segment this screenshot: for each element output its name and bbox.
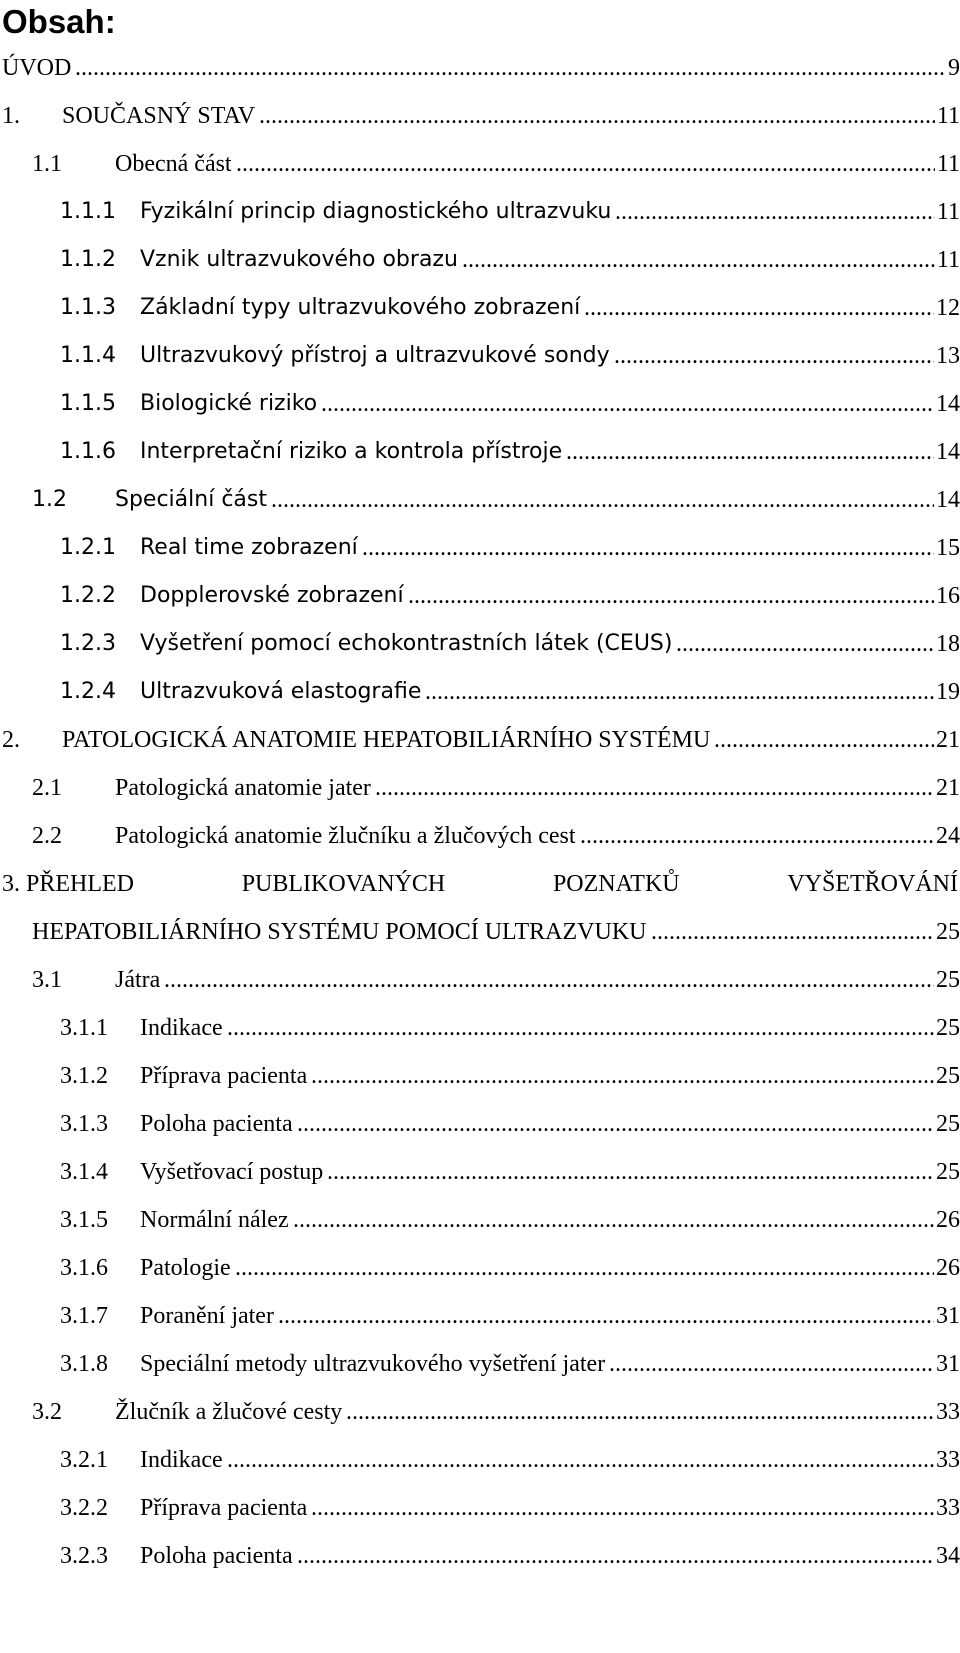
toc-entry-number: 1. [2, 103, 20, 129]
toc-entry-number: 1.2.4 [60, 679, 116, 704]
toc-entry[interactable] [0, 1442, 960, 1478]
toc-entry-page: 11 [935, 242, 960, 278]
toc-entry-word: PŘEHLED [26, 871, 134, 897]
toc-dot-leader [297, 1538, 960, 1574]
toc-dot-leader [614, 338, 960, 374]
toc-entry-page: 26 [934, 1202, 960, 1238]
toc-dot-leader [235, 1250, 960, 1286]
toc-entry-number: 3.1.7 [60, 1303, 108, 1329]
toc-entry-page: 25 [934, 1010, 960, 1046]
toc-entry-page: 15 [934, 530, 960, 566]
toc-entry-number: 3.1.3 [60, 1111, 108, 1137]
toc-entry[interactable] [0, 1394, 960, 1430]
toc-entry-number: 1.1.3 [60, 295, 116, 320]
toc-entry[interactable] [0, 1202, 960, 1238]
toc-dot-leader [676, 626, 960, 662]
toc-entry-number: 1.1.1 [60, 199, 116, 224]
toc-entry-number: 3.2.1 [60, 1447, 108, 1473]
toc-entry-label: Poloha pacienta [140, 1106, 295, 1142]
toc-entry-page: 11 [935, 146, 960, 182]
toc-entry-number: 3.1.5 [60, 1207, 108, 1233]
toc-entry[interactable] [0, 50, 960, 86]
toc-dot-leader [311, 1490, 960, 1526]
toc-entry-label: Patologická anatomie žlučníku a žlučových cest [115, 818, 578, 854]
toc-entry-number: 1.2.1 [60, 535, 116, 560]
toc-dot-leader [297, 1106, 960, 1142]
toc-entry-page: 11 [935, 98, 960, 134]
toc-dot-leader [327, 1154, 960, 1190]
toc-dot-leader [321, 386, 960, 422]
toc-entry[interactable] [0, 914, 960, 950]
toc-entry-label: Speciální metody ultrazvukového vyšetření jater [140, 1346, 607, 1382]
toc-entry[interactable] [0, 578, 960, 614]
toc-entry-label: Fyzikální princip diagnostického ultrazvuku [140, 194, 613, 230]
toc-dot-leader [651, 914, 960, 950]
toc-entry-label: Ultrazvukový přístroj a ultrazvukové sondy [140, 338, 612, 374]
toc-entry[interactable] [0, 146, 960, 182]
toc-entry-page: 13 [934, 338, 960, 374]
toc-entry-number: 1.1.2 [60, 247, 116, 272]
toc-entry[interactable] [0, 386, 960, 422]
toc-entry-page: 21 [934, 722, 960, 758]
toc-entry[interactable] [0, 1490, 960, 1526]
toc-entry-label: Poloha pacienta [140, 1538, 295, 1574]
toc-entry-page: 31 [934, 1346, 960, 1382]
toc-entry-number: 3.1.1 [60, 1015, 108, 1041]
toc-entry-label: Vyšetření pomocí echokontrastních látek (CEUS) [140, 626, 674, 662]
toc-entry-page: 24 [934, 818, 960, 854]
toc-entry-number: 2.1 [32, 775, 62, 801]
toc-entry-page: 25 [934, 1154, 960, 1190]
toc-entry-label: Patologie [140, 1250, 233, 1286]
toc-dot-leader [75, 50, 960, 86]
toc-dot-leader [271, 482, 960, 518]
toc-entry-number: 2. [2, 727, 20, 753]
toc-entry[interactable] [0, 98, 960, 134]
toc-entry[interactable] [0, 434, 960, 470]
toc-entry-word: VYŠETŘOVÁNÍ [787, 871, 958, 897]
toc-entry-page: 14 [934, 386, 960, 422]
toc-entry-label: Obecná část [115, 146, 234, 182]
toc-dot-leader [609, 1346, 960, 1382]
toc-entry-page: 14 [934, 482, 960, 518]
toc-entry-number-and-word [2, 866, 134, 902]
toc-entry[interactable] [0, 722, 960, 758]
toc-dot-leader [408, 578, 960, 614]
toc-entry-page: 9 [946, 50, 960, 86]
toc-dot-leader [714, 722, 960, 758]
toc-entry[interactable] [0, 1106, 960, 1142]
toc-entry-number: 1.2.3 [60, 631, 116, 656]
toc-entry-page: 16 [934, 578, 960, 614]
toc-entry-page: 33 [934, 1442, 960, 1478]
toc-dot-leader [346, 1394, 960, 1430]
toc-entry-page: 33 [934, 1490, 960, 1526]
toc-entry-label: Indikace [140, 1442, 225, 1478]
toc-title: Obsah: [2, 3, 116, 40]
toc-entry[interactable] [0, 1250, 960, 1286]
toc-entry[interactable] [0, 1154, 960, 1190]
toc-dot-leader [311, 1058, 960, 1094]
toc-entry-label: Vyšetřovací postup [140, 1154, 325, 1190]
toc-entry-word: PUBLIKOVANÝCH [241, 871, 446, 897]
toc-entry[interactable] [0, 290, 960, 326]
toc-entry-page: 12 [934, 290, 960, 326]
toc-entry-number: 3. [2, 871, 20, 897]
toc-entry-label: ÚVOD [2, 50, 73, 86]
toc-entry-label: PATOLOGICKÁ ANATOMIE HEPATOBILIÁRNÍHO SYSTÉMU [62, 722, 712, 758]
toc-dot-leader [566, 434, 960, 470]
toc-dot-leader [584, 290, 960, 326]
toc-entry-page: 14 [934, 434, 960, 470]
toc-entry[interactable] [0, 338, 960, 374]
toc-entry[interactable] [0, 626, 960, 662]
toc-entry-number: 1.2.2 [60, 583, 116, 608]
toc-entry-page: 31 [934, 1298, 960, 1334]
toc-entry[interactable] [0, 770, 960, 806]
toc-entry-label: Příprava pacienta [140, 1058, 309, 1094]
toc-entry-number: 1.1.4 [60, 343, 116, 368]
toc-entry[interactable] [0, 1298, 960, 1334]
toc-entry-page: 25 [934, 1058, 960, 1094]
toc-entry-page: 11 [935, 194, 960, 230]
toc-entry-label: Poranění jater [140, 1298, 276, 1334]
toc-entry-number: 3.1.2 [60, 1063, 108, 1089]
toc-entry[interactable] [0, 530, 960, 566]
toc-entry-label: HEPATOBILIÁRNÍHO SYSTÉMU POMOCÍ ULTRAZVUKU [32, 914, 649, 950]
toc-entry-label: Játra [115, 962, 162, 998]
toc-entry-number: 1.1.6 [60, 439, 116, 464]
toc-entry-number: 3.1.6 [60, 1255, 108, 1281]
toc-dot-leader [278, 1298, 960, 1334]
toc-entry-page: 19 [934, 674, 960, 710]
toc-dot-leader [259, 98, 960, 134]
toc-entry-wrapped-line[interactable] [2, 866, 958, 902]
toc-entry[interactable] [0, 1058, 960, 1094]
toc-entry-label: Speciální část [115, 482, 269, 518]
toc-dot-leader [227, 1442, 960, 1478]
toc-entry-label: Patologická anatomie jater [115, 770, 373, 806]
toc-entry-number: 2.2 [32, 823, 62, 849]
toc-entry-label: Vznik ultrazvukového obrazu [140, 242, 460, 278]
toc-dot-leader [227, 1010, 960, 1046]
toc-entry-label: Interpretační riziko a kontrola přístroje [140, 434, 564, 470]
toc-entry-page: 26 [934, 1250, 960, 1286]
toc-entry-label: Dopplerovské zobrazení [140, 578, 406, 614]
toc-entry-number: 1.1.5 [60, 391, 116, 416]
toc-dot-leader [425, 674, 960, 710]
toc-dot-leader [362, 530, 960, 566]
toc-dot-leader [236, 146, 960, 182]
toc-entry-number: 3.2.2 [60, 1495, 108, 1521]
toc-entry-page: 34 [934, 1538, 960, 1574]
toc-entry-label: Ultrazvuková elastografie [140, 674, 423, 710]
toc-entry-number: 3.1.4 [60, 1159, 108, 1185]
toc-entry-page: 25 [934, 1106, 960, 1142]
toc-dot-leader [293, 1202, 960, 1238]
toc-entry-page: 25 [934, 914, 960, 950]
toc-dot-leader [615, 194, 960, 230]
toc-entry-label: Real time zobrazení [140, 530, 360, 566]
toc-entry-number: 1.1 [32, 151, 62, 177]
toc-entry[interactable] [0, 1010, 960, 1046]
toc-entry-number: 3.2.3 [60, 1543, 108, 1569]
toc-entry-word: POZNATKŮ [552, 871, 680, 897]
toc-entry-label: Normální nález [140, 1202, 291, 1238]
toc-entry-label: Příprava pacienta [140, 1490, 309, 1526]
toc-entry-label: Základní typy ultrazvukového zobrazení [140, 290, 582, 326]
toc-dot-leader [580, 818, 960, 854]
toc-dot-leader [375, 770, 960, 806]
toc-entry-page: 33 [934, 1394, 960, 1430]
toc-entry[interactable] [0, 818, 960, 854]
toc-entry[interactable] [0, 1538, 960, 1574]
toc-entry-label: Indikace [140, 1010, 225, 1046]
toc-entry-label: Žlučník a žlučové cesty [115, 1394, 344, 1430]
toc-entry-number: 3.1.8 [60, 1351, 108, 1377]
toc-entry[interactable] [0, 242, 960, 278]
toc-entry[interactable] [0, 194, 960, 230]
toc-entry-label: SOUČASNÝ STAV [62, 98, 257, 134]
toc-entry-page: 21 [934, 770, 960, 806]
toc-entry-number: 3.2 [32, 1399, 62, 1425]
toc-entry[interactable] [0, 1346, 960, 1382]
toc-entry-number: 3.1 [32, 967, 62, 993]
toc-entry[interactable] [0, 482, 960, 518]
toc-entry[interactable] [0, 962, 960, 998]
toc-entry-page: 25 [934, 962, 960, 998]
toc-dot-leader [164, 962, 960, 998]
toc-entry-label: Biologické riziko [140, 386, 319, 422]
toc-entry[interactable] [0, 674, 960, 710]
toc-entry-number: 1.2 [32, 487, 67, 512]
toc-entry-page: 18 [934, 626, 960, 662]
toc-dot-leader [462, 242, 960, 278]
